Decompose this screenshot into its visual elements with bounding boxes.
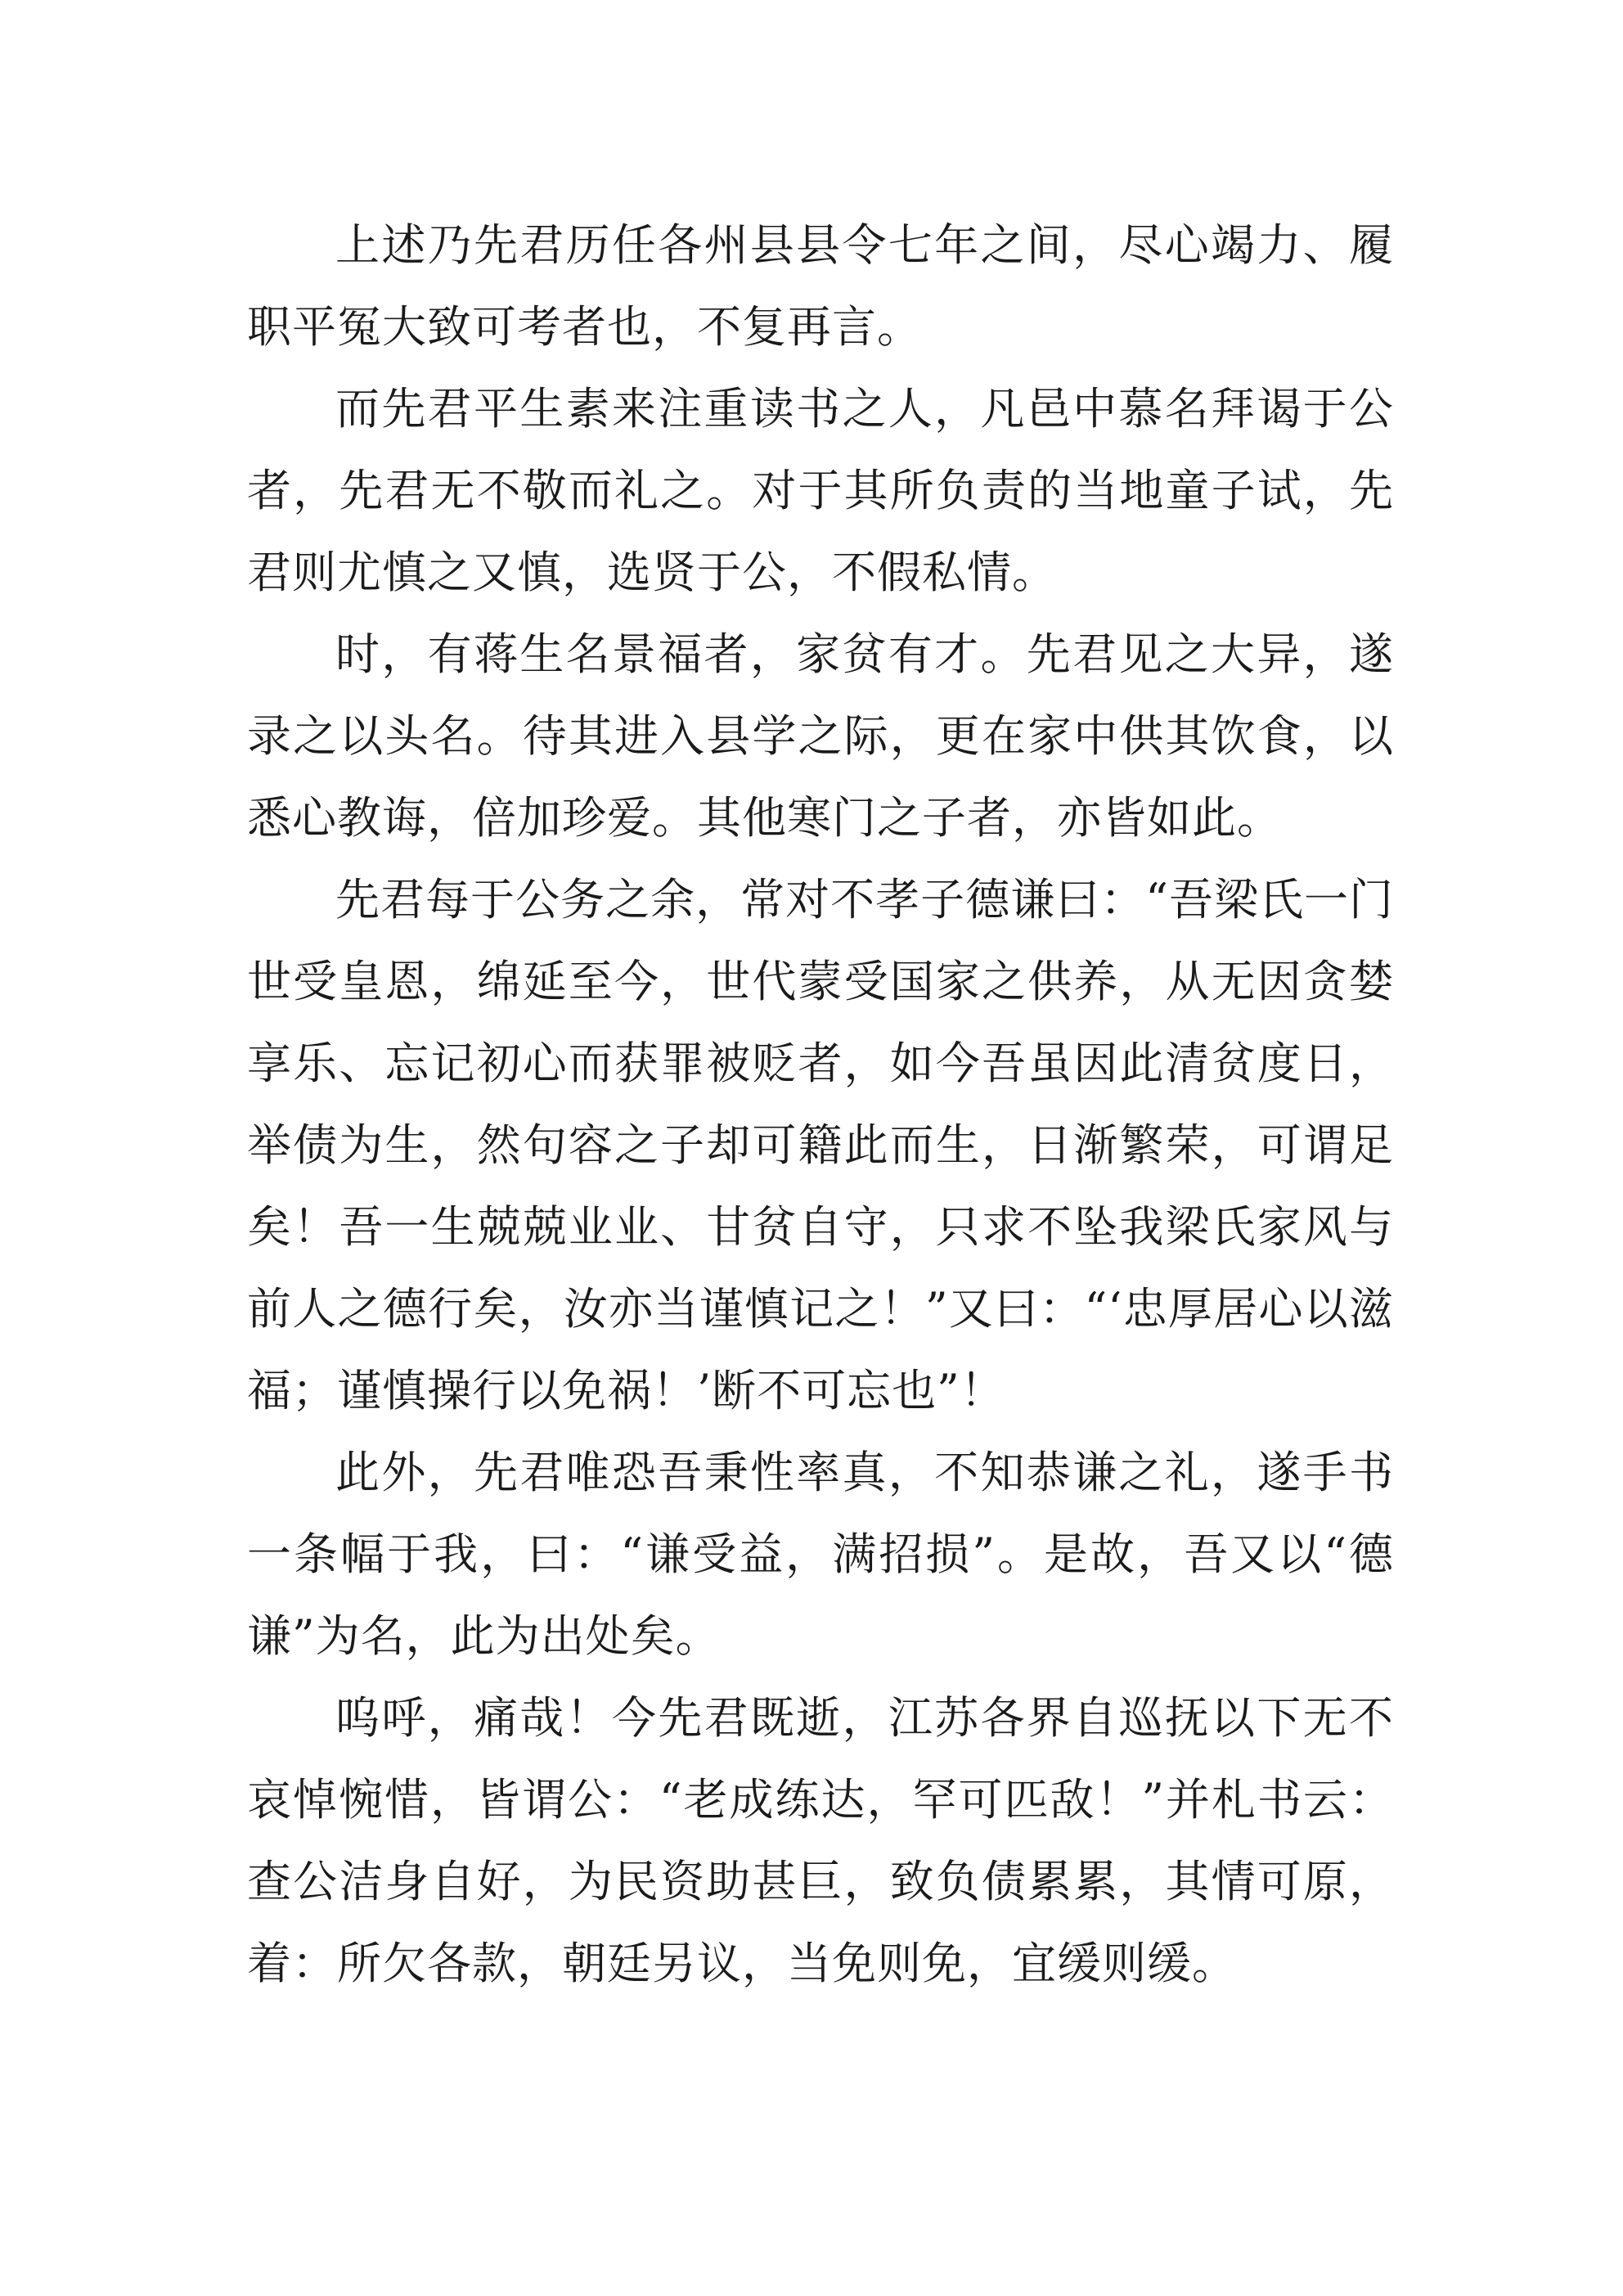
paragraph-6: 呜呼，痛哉！今先君既逝，江苏各界自巡抚以下无不哀悼惋惜，皆谓公：“老成练达，罕可匹敌！”并札书云：查公洁身自好，为民资助甚巨，致负债累累，其情可原，着：所欠各款，朝廷另议，当免则免，宜缓则缓。: [247, 1692, 1394, 1989]
paragraph-4: 先君每于公务之余，常对不孝子德谦曰：“吾梁氏一门世受皇恩，绵延至今，世代蒙受国家之供养，从无因贪婪享乐、忘记初心而获罪被贬者，如今吾虽因此清贫度日，举债为生，然句容之子却可籍此而生，日渐繁荣，可谓足矣！吾一生兢兢业业、甘贫自守，只求不坠我梁氏家风与前人之德行矣，汝亦当谨慎记之！”又曰：“‘忠厚居心以滋福；谨慎操行以免祸！’断不可忘也”！: [247, 874, 1394, 1416]
paragraph-1: 上述乃先君历任各州县县令七年之间，尽心竭力、履职平冤大致可考者也，不复再言。: [247, 219, 1394, 353]
body-text: [247, 205, 1394, 2005]
paragraph-3: 时，有蒋生名景福者，家贫有才。先君见之大异，遂录之以头名。待其进入县学之际，更在家中供其饮食，以悉心教诲，倍加珍爱。其他寒门之子者，亦皆如此。: [247, 628, 1394, 844]
paragraph-5: 此外，先君唯恐吾秉性率真，不知恭谦之礼，遂手书一条幅于我，曰：“谦受益，满招损”。是故，吾又以“德谦”为名，此为出处矣。: [247, 1447, 1394, 1662]
paragraph-2: 而先君平生素来注重读书之人，凡邑中慕名拜谒于公者，先君无不敬而礼之。对于其所负责的当地童子试，先君则尤慎之又慎，选贤于公，不假私情。: [247, 383, 1394, 598]
